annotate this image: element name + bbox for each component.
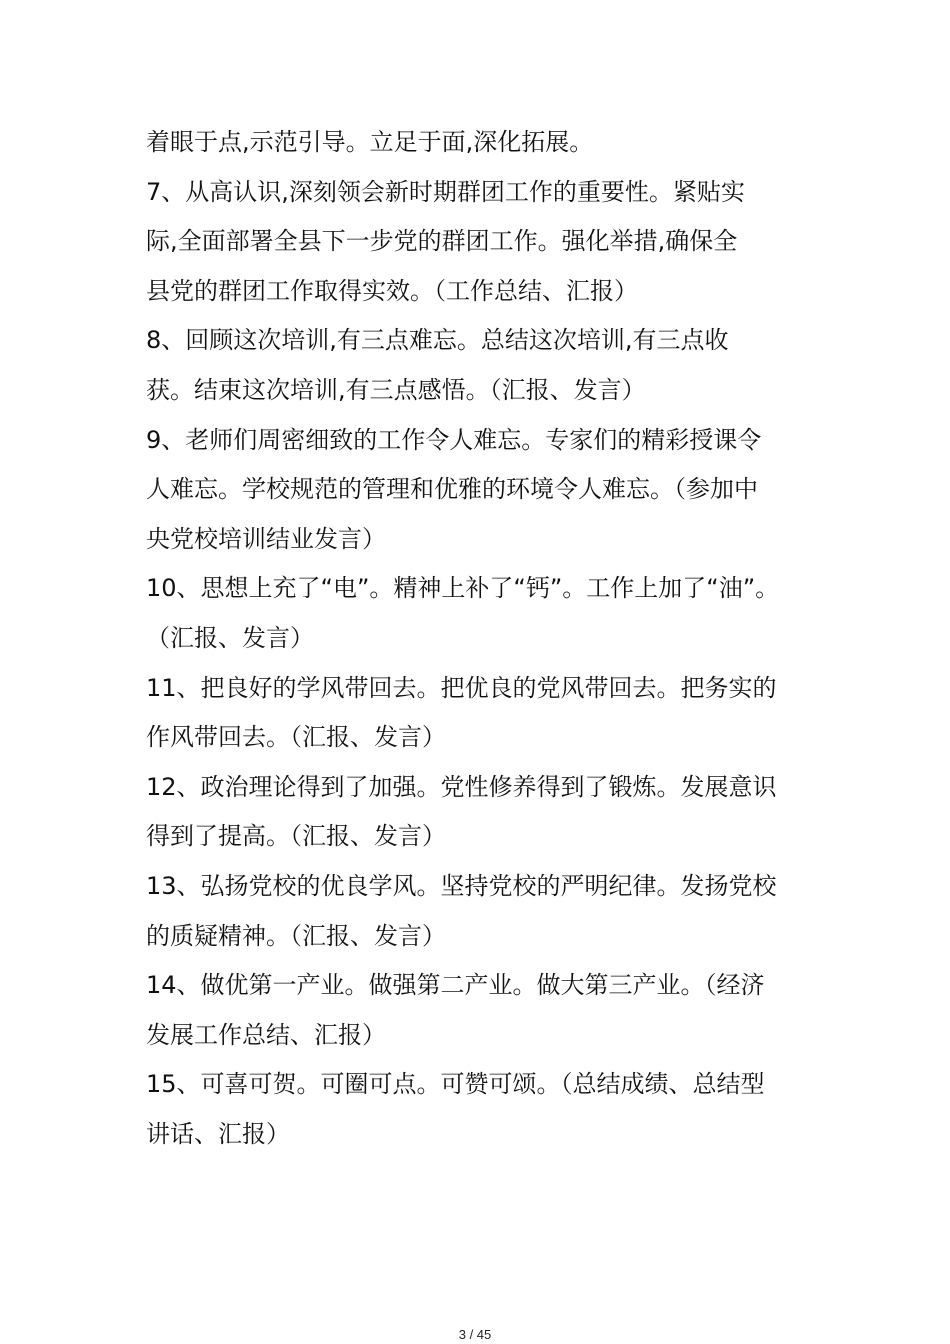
text-line: 人难忘。学校规范的管理和优雅的环境令人难忘。（参加中 [146,475,758,504]
page-number: 3 / 45 [458,1327,492,1342]
text-line: 着眼于点,示范引导。立足于面,深化拓展。 [146,128,594,156]
text-line: 11、把良好的学风带回去。把优良的党风带回去。把务实的 [146,673,777,702]
text-line: 作风带回去。（汇报、发言） [146,723,446,752]
text-line: 县党的群团工作取得实效。（工作总结、汇报） [146,276,638,305]
text-line: 13、弘扬党校的优良学风。坚持党校的严明纪律。发扬党校 [146,871,777,900]
text-line: （汇报、发言） [146,623,314,652]
text-line: 的质疑精神。（汇报、发言） [146,921,446,950]
text-line: 获。结束这次培训,有三点感悟。（汇报、发言） [146,375,646,404]
text-line: 央党校培训结业发言） [146,524,386,553]
text-line: 15、可喜可贺。可圈可点。可赞可颂。（总结成绩、总结型 [146,1070,765,1099]
text-line: 8、回顾这次培训,有三点难忘。总结这次培训,有三点收 [146,326,729,355]
text-line: 7、从高认识,深刻领会新时期群团工作的重要性。紧贴实 [146,177,745,206]
text-line: 12、政治理论得到了加强。党性修养得到了锻炼。发展意识 [146,772,777,801]
text-line: 9、老师们周密细致的工作令人难忘。专家们的精彩授课令 [146,425,762,454]
text-line: 得到了提高。（汇报、发言） [146,822,446,851]
text-line: 发展工作总结、汇报） [146,1020,386,1049]
text-line: 际,全面部署全县下一步党的群团工作。强化举措,确保全 [146,227,738,256]
text-line: 14、做优第一产业。做强第二产业。做大第三产业。（经济 [146,971,765,1000]
text-line: 讲话、汇报） [146,1119,290,1148]
text-line: 10、思想上充了“电”。精神上补了“钙”。工作上加了“油”。 [146,574,780,603]
body-text [146,118,826,1159]
